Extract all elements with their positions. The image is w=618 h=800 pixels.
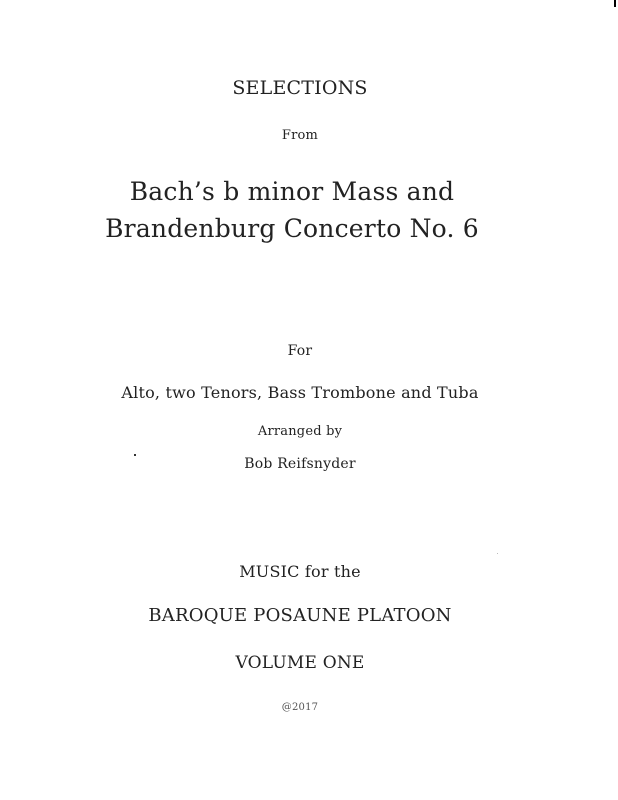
instrumentation: Alto, two Tenors, Bass Trombone and Tuba	[121, 383, 479, 402]
title-line-2: Brandenburg Concerto No. 6	[105, 214, 479, 243]
arranged-by-label: Arranged by	[257, 424, 343, 439]
title-line-1: Bach’s b minor Mass and	[129, 177, 455, 206]
arranger-name: Bob Reifsnyder	[244, 456, 356, 472]
selections-heading: SELECTIONS	[232, 77, 368, 99]
for-label: For	[287, 343, 313, 359]
copyright-notice: @2017	[281, 702, 319, 713]
from-label: From	[281, 128, 319, 143]
scan-speck	[497, 553, 498, 554]
volume-label: VOLUME ONE	[235, 653, 365, 673]
ensemble-name: BAROQUE POSAUNE PLATOON	[148, 605, 452, 626]
series-intro: MUSIC for the	[239, 562, 361, 581]
scan-edge-mark	[614, 0, 616, 7]
